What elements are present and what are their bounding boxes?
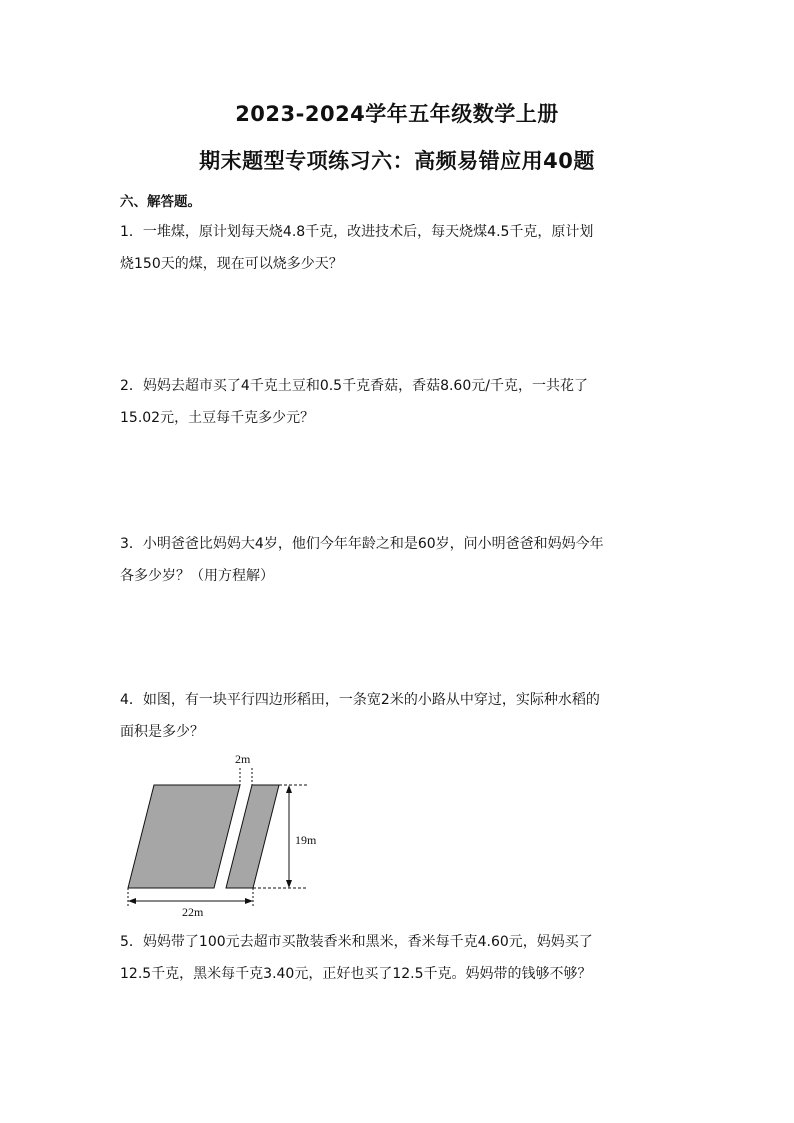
height-arrow-head-top: [286, 785, 292, 793]
question-4: [120, 684, 680, 748]
road-width-label: 2m: [235, 752, 251, 766]
parallelogram-diagram: [118, 748, 338, 923]
question-5-line-2: 12.5千克，黑米每千克3.40元，正好也买了12.5千克。妈妈带的钱够不够？: [120, 966, 592, 982]
question-1-line-1: 1．一堆煤，原计划每天烧4.8千克，改进技术后，每天烧煤4.5千克，原计划: [120, 224, 594, 240]
question-2-line-1: 2．妈妈去超市买了4千克土豆和0.5千克香菇，香菇8.60元/千克，一共花了: [120, 378, 588, 394]
field-left-part: [128, 785, 240, 888]
base-arrow-head-left: [128, 898, 136, 904]
question-5: [120, 926, 680, 990]
parallelogram-field-figure: [118, 748, 338, 923]
question-2-line-2: 15.02元，土豆每千克多少元？: [120, 410, 315, 426]
question-3-line-1: 3．小明爸爸比妈妈大4岁，他们今年年龄之和是60岁，问小明爸爸和妈妈今年: [120, 536, 604, 552]
worksheet-subtitle: 期末题型专项练习六：高频易错应用40题: [199, 149, 595, 173]
section-heading: 六、解答题。: [120, 194, 201, 210]
base-label: 22m: [182, 905, 204, 919]
question-3-line-2: 各多少岁？（用方程解）: [120, 568, 274, 584]
question-3: [120, 528, 680, 592]
question-2: [120, 370, 680, 434]
worksheet-title: 2023-2024学年五年级数学上册: [235, 102, 559, 126]
height-label: 19m: [295, 833, 317, 847]
height-arrow-head-bottom: [286, 880, 292, 888]
base-arrow-head-right: [245, 898, 253, 904]
question-1: [120, 216, 680, 280]
question-5-line-1: 5．妈妈带了100元去超市买散装香米和黑米，香米每千克4.60元，妈妈买了: [120, 934, 593, 950]
question-4-line-2: 面积是多少？: [120, 724, 204, 740]
question-4-line-1: 4．如图，有一块平行四边形稻田，一条宽2米的小路从中穿过，实际种水稻的: [120, 692, 600, 708]
question-1-line-2: 烧150天的煤，现在可以烧多少天？: [120, 256, 343, 272]
